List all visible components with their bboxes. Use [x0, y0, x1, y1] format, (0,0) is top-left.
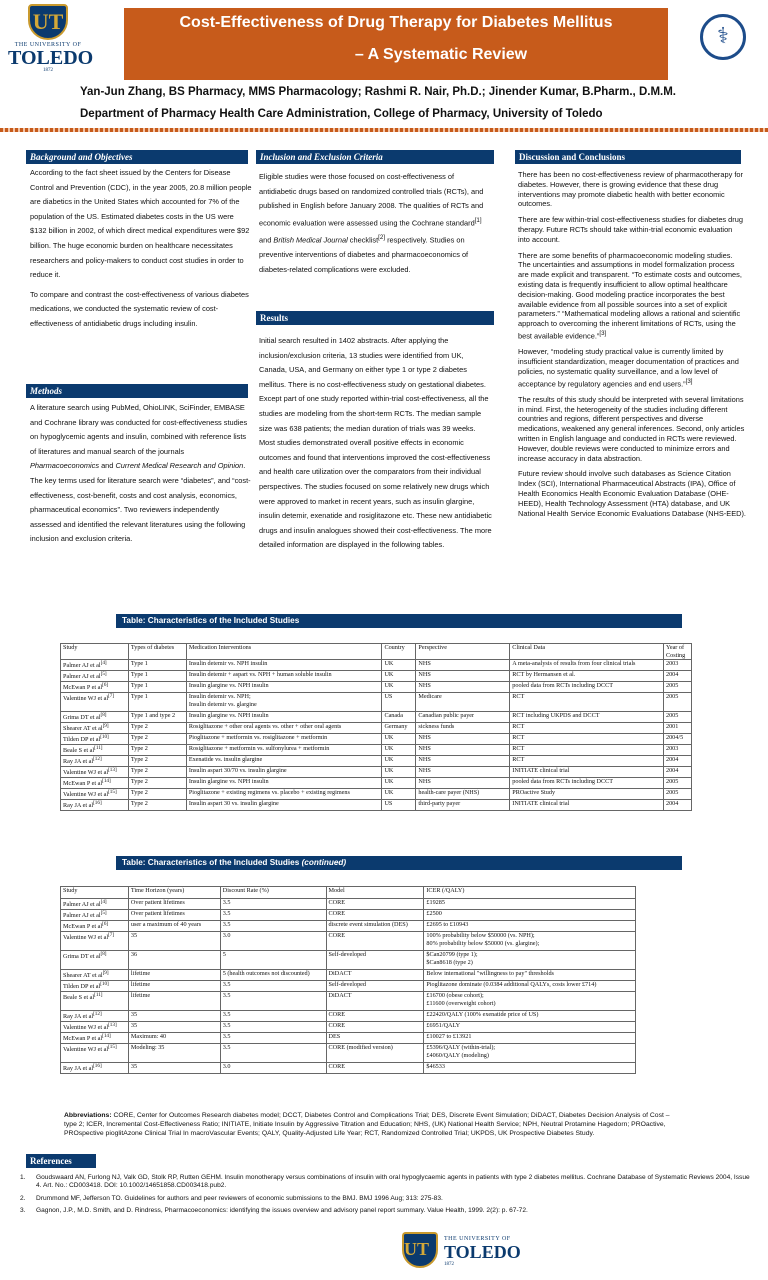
- background-paragraph-1: According to the fact sheet issued by the Centers for Disease Control and Prevention (CDC), in the year 2005, 20.8 million people are diabetics in the United States which accounted for 7% of the population of the US. Estimated diabetes costs in the US were $132 billion in 2002, of which direct medical expenditures were $92 billion. The huge economic burden on healthcare necessitates researchers and policy-makers to conduct cost studies in order to reduce it.: [30, 168, 252, 280]
- study-cell: McEwan P et al[6]: [61, 682, 129, 693]
- section-header-references: References: [26, 1154, 96, 1168]
- study-cell: Valentine WJ et al[15]: [61, 789, 129, 800]
- country-cell: UK: [382, 756, 416, 767]
- results-text: [259, 334, 493, 558]
- clinical-data-cell: pooled data from RCTs including DCCT: [510, 682, 664, 693]
- column-header: Study: [61, 644, 129, 660]
- country-cell: UK: [382, 734, 416, 745]
- discussion-paragraph-1: There has been no cost-effectiveness review of pharmacotherapy for diabetes. However, there is growing evidence that these drug interventions may promote diabetic health with better economic outcomes.: [518, 170, 743, 209]
- table-row: [61, 800, 692, 811]
- diabetes-type-cell: Type 1 and type 2: [128, 712, 186, 723]
- clinical-data-cell: INITIATE clinical trial: [510, 800, 664, 811]
- table-row: [61, 1022, 636, 1033]
- icer-cell: Below international "willingness to pay" thresholds: [424, 970, 636, 981]
- study-cell: Palmer AJ et al[4]: [61, 899, 129, 910]
- study-cell: Tilden DP et al[10]: [61, 981, 129, 992]
- clinical-data-cell: RCT: [510, 723, 664, 734]
- table-row: [61, 951, 636, 970]
- table-row: [61, 682, 692, 693]
- model-cell: CORE: [326, 932, 424, 951]
- perspective-cell: health-care payer (NHS): [416, 789, 510, 800]
- model-cell: CORE: [326, 910, 424, 921]
- study-cell: Ray JA et al[12]: [61, 1011, 129, 1022]
- diabetes-type-cell: Type 1: [128, 682, 186, 693]
- clinical-data-cell: RCT including UKPDS and DCCT: [510, 712, 664, 723]
- intervention-cell: Insulin detemir vs. NPH insulin: [186, 660, 382, 671]
- section-header-discussion: Discussion and Conclusions: [515, 150, 741, 164]
- intervention-cell: Rosiglitazone + metformin vs. sulfonylurea + metformin: [186, 745, 382, 756]
- column-header: Perspective: [416, 644, 510, 660]
- clinical-data-cell: RCT: [510, 693, 664, 712]
- discount-rate-cell: 3.0: [220, 1063, 326, 1074]
- model-cell: DiDACT: [326, 970, 424, 981]
- reference-item: 1. Goudswaard AN, Furlong NJ, Valk GD, Stolk RP, Rutten GEHM. Insulin monotherapy versus combinations of insulin with oral hypoglycaemic agents in patients with type 2 diabetes mellitus. Cochrane Database of Systematic Reviews 2004, Issue 4. Art. No.: CD003418. DOI: 10.1002/14651858.CD003418.pub2.: [20, 1174, 750, 1190]
- title-line2: – A Systematic Review: [354, 46, 528, 63]
- column-header: Study: [61, 887, 129, 899]
- time-horizon-cell: Modeling: 35: [128, 1044, 220, 1063]
- study-cell: Valentine WJ et al[7]: [61, 932, 129, 951]
- authors: Yan-Jun Zhang, BS Pharmacy, MMS Pharmacology; Rashmi R. Nair, Ph.D.; Jinender Kumar, B.Pharm., D.M.M.: [80, 86, 677, 98]
- study-cell: Palmer AJ et al[5]: [61, 671, 129, 682]
- header-divider: [0, 128, 768, 132]
- intervention-cell: Insulin detemir vs. NPH; Insulin detemir vs. glargine: [186, 693, 382, 712]
- perspective-cell: NHS: [416, 671, 510, 682]
- time-horizon-cell: Maximum: 40: [128, 1033, 220, 1044]
- country-cell: US: [382, 693, 416, 712]
- discussion-paragraph-6: Future review should involve such databases as Science Citation Index (SCI), International Pharmaceutical Abstracts (IPA), Office of Health Economics Health Economic Evaluation Database (OHE-HEED), Health Technology Assessment (HTA) database, and UK National Health Service Economic Evaluations Database (NHS-EED).: [518, 469, 746, 518]
- methods-paragraph: A literature search using PubMed, OhioLINK, SciFinder, EMBASE and Cochrane library was conducted for cost-effectiveness studies on hypoglycemic agents and insulin, combined with reference lists of literatures and manual search of the journals Pharmacoeconomics and Current Medical Research and Opinion. The key terms used for literature search were “diabetes”, and “cost-effectiveness, cost-benefit, costs and cost analysis, economics, pharmaceutical economics”. Two reviewers independently assessed and identified the relevant literatures using the following inclusion and exclusion criteria.: [30, 403, 251, 544]
- country-cell: UK: [382, 778, 416, 789]
- footer-logo-line2: TOLEDO: [444, 1241, 521, 1262]
- discount-rate-cell: 3.5: [220, 1044, 326, 1063]
- study-cell: Valentine WJ et al[7]: [61, 693, 129, 712]
- country-cell: US: [382, 800, 416, 811]
- clinical-data-cell: RCT: [510, 745, 664, 756]
- column-header: Model: [326, 887, 424, 899]
- references-list: [20, 1174, 750, 1220]
- logo-line2: TOLEDO: [8, 47, 94, 69]
- discussion-text: [518, 170, 746, 524]
- study-cell: McEwan P et al[14]: [61, 1033, 129, 1044]
- study-cell: Shearer AT et al[9]: [61, 970, 129, 981]
- year-cell: 2003: [663, 660, 691, 671]
- clinical-data-cell: PROactive Study: [510, 789, 664, 800]
- intervention-cell: Insulin aspart 30 vs. insulin glargine: [186, 800, 382, 811]
- icer-cell: Pioglitazone dominate (0.0384 additional QALYs, costs lower £714): [424, 981, 636, 992]
- table-row: [61, 712, 692, 723]
- table-row: [61, 932, 636, 951]
- country-cell: UK: [382, 789, 416, 800]
- year-cell: 2004: [663, 756, 691, 767]
- table-row: [61, 660, 692, 671]
- university-logo: [8, 4, 94, 82]
- discount-rate-cell: 3.5: [220, 981, 326, 992]
- icer-cell: $Can20799 (type 1); $Can8618 (type 2): [424, 951, 636, 970]
- intervention-cell: Insulin aspart 30/70 vs. insulin glargine: [186, 767, 382, 778]
- diabetes-type-cell: Type 2: [128, 767, 186, 778]
- icer-cell: £19285: [424, 899, 636, 910]
- intervention-cell: Insulin detemir + aspart vs. NPH + human soluble insulin: [186, 671, 382, 682]
- time-horizon-cell: 35: [128, 1022, 220, 1033]
- diabetes-type-cell: Type 2: [128, 734, 186, 745]
- reference-item: 3. Gagnon, J.P., M.D. Smith, and D. Rindress, Pharmacoeconomics: identifying the issues overview and advisory panel report summary. Value Health, 1999. 2(2): p. 67-72.: [20, 1207, 528, 1215]
- column-header: Country: [382, 644, 416, 660]
- year-cell: 2005: [663, 693, 691, 712]
- model-cell: CORE: [326, 899, 424, 910]
- icer-cell: £5396/QALY (within-trial); £4060/QALY (modeling): [424, 1044, 636, 1063]
- clinical-data-cell: pooled data from RCTs including DCCT: [510, 778, 664, 789]
- study-cell: Valentine WJ et al[13]: [61, 1022, 129, 1033]
- intervention-cell: Insulin glargine vs. NPH insulin: [186, 778, 382, 789]
- discount-rate-cell: 5: [220, 951, 326, 970]
- perspective-cell: sickness funds: [416, 723, 510, 734]
- model-cell: discrete event simulation (DES): [326, 921, 424, 932]
- study-cell: Palmer AJ et al[4]: [61, 660, 129, 671]
- table-row: [61, 734, 692, 745]
- table-row: [61, 899, 636, 910]
- perspective-cell: NHS: [416, 745, 510, 756]
- country-cell: Germany: [382, 723, 416, 734]
- year-cell: 2005: [663, 712, 691, 723]
- perspective-cell: NHS: [416, 682, 510, 693]
- column-header: Discount Rate (%): [220, 887, 326, 899]
- time-horizon-cell: Over patient lifetimes: [128, 910, 220, 921]
- icer-cell: £2500: [424, 910, 636, 921]
- year-cell: 2005: [663, 789, 691, 800]
- table-row: [61, 756, 692, 767]
- footer-logo-year: 1872: [444, 1261, 454, 1267]
- time-horizon-cell: lifetime: [128, 981, 220, 992]
- poster-title: [124, 8, 668, 80]
- time-horizon-cell: user a maximum of 40 years: [128, 921, 220, 932]
- study-cell: Palmer AJ et al[5]: [61, 910, 129, 921]
- study-cell: Grima DT et al[8]: [61, 712, 129, 723]
- table-row: [61, 1063, 636, 1074]
- discount-rate-cell: 3.5: [220, 992, 326, 1011]
- model-cell: DES: [326, 1033, 424, 1044]
- study-cell: Valentine WJ et al[15]: [61, 1044, 129, 1063]
- study-cell: Valentine WJ et al[13]: [61, 767, 129, 778]
- icer-cell: £10027 to £13921: [424, 1033, 636, 1044]
- discount-rate-cell: 3.5: [220, 1022, 326, 1033]
- shield-icon: UT: [402, 1232, 438, 1268]
- table-row: [61, 723, 692, 734]
- clinical-data-cell: INITIATE clinical trial: [510, 767, 664, 778]
- column-header: Types of diabetes: [128, 644, 186, 660]
- study-cell: Ray JA et al[16]: [61, 800, 129, 811]
- time-horizon-cell: 35: [128, 1063, 220, 1074]
- diabetes-type-cell: Type 2: [128, 723, 186, 734]
- study-cell: Ray JA et al[16]: [61, 1063, 129, 1074]
- table-row: [61, 1011, 636, 1022]
- study-cell: McEwan P et al[6]: [61, 921, 129, 932]
- time-horizon-cell: 35: [128, 932, 220, 951]
- perspective-cell: NHS: [416, 734, 510, 745]
- section-header-results: Results: [256, 311, 494, 325]
- table-row: [61, 693, 692, 712]
- model-cell: Self-developed: [326, 981, 424, 992]
- table-row: [61, 789, 692, 800]
- icer-cell: £6951/QALY: [424, 1022, 636, 1033]
- results-paragraph: Initial search resulted in 1402 abstracts. After applying the inclusion/exclusion criteria, 13 studies were identified from UK, Canada, USA, and Germany on either type 1 or type 2 diabetes mellitus. There is no cost-effectiveness study on gestational diabetes. Except part of one study reported within-trial cost-effectiveness, all the studies are modeling from the short-term RCTs. The median sample size was 638 patients; the median duration of trials was 39 weeks. Most studies demonstrated overall positive effects in economic outcomes and found that interventions improved the cost-effectiveness and health care utilization over the comparators from their individual perspectives. The studies focused on some relatively new drugs which were approved to market in recent years, such as insulin glargine, insulin detemir, exenatide and rosiglitazone etc. These new antidiabetic drugs and insulin analogues showed their cost-effectiveness. The more detailed information are displayed in the following tables.: [259, 336, 492, 550]
- table-row: [61, 1033, 636, 1044]
- table-row: [61, 910, 636, 921]
- intervention-cell: Insulin glargine vs. NPH insulin: [186, 712, 382, 723]
- perspective-cell: Medicare: [416, 693, 510, 712]
- country-cell: UK: [382, 745, 416, 756]
- country-cell: Canada: [382, 712, 416, 723]
- perspective-cell: NHS: [416, 756, 510, 767]
- year-cell: 2005: [663, 682, 691, 693]
- clinical-data-cell: A meta-analysis of results from four clinical trials: [510, 660, 664, 671]
- study-cell: McEwan P et al[14]: [61, 778, 129, 789]
- diabetes-type-cell: Type 2: [128, 745, 186, 756]
- inclusion-text: [259, 170, 493, 282]
- intervention-cell: Rosiglitazone + other oral agents vs. other + other oral agents: [186, 723, 382, 734]
- shield-icon: UT: [28, 4, 68, 40]
- country-cell: UK: [382, 660, 416, 671]
- study-cell: Tilden DP et al[10]: [61, 734, 129, 745]
- table1-title: Table: Characteristics of the Included Studies: [116, 614, 682, 628]
- background-paragraph-2: To compare and contrast the cost-effectiveness of various diabetes medications, we conducted the systematic review of cost-effectiveness of antidiabetic drugs including insulin.: [30, 289, 249, 328]
- discount-rate-cell: 3.5: [220, 1033, 326, 1044]
- time-horizon-cell: lifetime: [128, 992, 220, 1011]
- section-header-inclusion: Inclusion and Exclusion Criteria: [256, 150, 494, 164]
- column-header: Time Horizon (years): [128, 887, 220, 899]
- table-row: [61, 671, 692, 682]
- year-cell: 2005: [663, 778, 691, 789]
- model-cell: CORE (modified version): [326, 1044, 424, 1063]
- methods-text: [30, 401, 252, 552]
- icer-cell: £16700 (obese cohort); £11600 (overweight cohort): [424, 992, 636, 1011]
- pharmacy-seal-icon: ⚕: [700, 14, 746, 60]
- year-cell: 2004: [663, 671, 691, 682]
- logo-year: 1872: [43, 68, 53, 73]
- diabetes-type-cell: Type 1: [128, 660, 186, 671]
- footer-logo-line1: THE UNIVERSITY OF: [444, 1235, 511, 1242]
- model-cell: CORE: [326, 1011, 424, 1022]
- section-header-methods: Methods: [26, 384, 248, 398]
- icer-cell: 100% probability below $50000 (vs. NPH); 80% probability below $50000 (vs. glargine);: [424, 932, 636, 951]
- column-header: Clinical Data: [510, 644, 664, 660]
- clinical-data-cell: RCT by Hermansen et al.: [510, 671, 664, 682]
- study-cell: Ray JA et al[12]: [61, 756, 129, 767]
- model-cell: CORE: [326, 1022, 424, 1033]
- year-cell: 2004/5: [663, 734, 691, 745]
- column-header: Medication Interventions: [186, 644, 382, 660]
- footer-university-logo: [402, 1226, 522, 1274]
- characteristics-table: [60, 643, 692, 811]
- perspective-cell: NHS: [416, 767, 510, 778]
- study-cell: Shearer AT et al[9]: [61, 723, 129, 734]
- diabetes-type-cell: Type 2: [128, 756, 186, 767]
- table-row: [61, 970, 636, 981]
- study-cell: Beale S et al[11]: [61, 992, 129, 1011]
- inclusion-paragraph: Eligible studies were those focused on cost-effectiveness of antidiabetic drugs based on randomized controlled trials (RCTs), and published in English before January 2008. The qualities of RCTs and economic evaluation were assessed using the Cochrane standard[1] and British Medical Journal checklist[2] respectively. Studies on preventive interventions of diabetes and pharmacoeconomics of diabetes-related complications were excluded.: [259, 172, 484, 274]
- time-horizon-cell: lifetime: [128, 970, 220, 981]
- model-cell: DiDACT: [326, 992, 424, 1011]
- clinical-data-cell: RCT: [510, 756, 664, 767]
- diabetes-type-cell: Type 2: [128, 800, 186, 811]
- discussion-paragraph-5: The results of this study should be interpreted with several limitations in mind. First, the heterogeneity of the studies including different countries and regions, different perspectives and diverse medications, weakened any general inferences. Second, only articles written in English language and conducted in RCTs were reviewed. However, double reviews were conducted to minimize errors and increase accuracy in data abstraction.: [518, 394, 745, 463]
- perspective-cell: Canadian public payer: [416, 712, 510, 723]
- country-cell: UK: [382, 767, 416, 778]
- table-row: [61, 745, 692, 756]
- discussion-paragraph-3: There are some benefits of pharmacoeconomic modeling studies. The uncertainties and assumptions in model formalization process are made explicit and transparent. “To estimate costs and outcomes, existing data is frequently insufficient to allow optimal healthcare decision-making. Good modeling practice incorporates the best available evidence from all possible sources into a set of explicit parameters.” “Mathematical modeling allows a rational and scientific approach to overcoming the inherent limitations of RCTs, using the best available evidence.”[3]: [518, 250, 742, 341]
- model-cell: Self-developed: [326, 951, 424, 970]
- table-row: [61, 1044, 636, 1063]
- intervention-cell: Pioglitazone + metformin vs. rosiglitazone + metformin: [186, 734, 382, 745]
- table2-title: Table: Characteristics of the Included Studies (continued): [116, 856, 682, 870]
- discount-rate-cell: 3.5: [220, 899, 326, 910]
- department: Department of Pharmacy Health Care Administration, College of Pharmacy, University of Toledo: [80, 108, 603, 120]
- perspective-cell: NHS: [416, 778, 510, 789]
- discount-rate-cell: 3.5: [220, 1011, 326, 1022]
- time-horizon-cell: 35: [128, 1011, 220, 1022]
- diabetes-type-cell: Type 2: [128, 778, 186, 789]
- icer-cell: $46533: [424, 1063, 636, 1074]
- year-cell: 2003: [663, 745, 691, 756]
- table-row: [61, 778, 692, 789]
- characteristics-table-continued: [60, 886, 636, 1074]
- year-cell: 2004: [663, 800, 691, 811]
- title-line1: Cost-Effectiveness of Drug Therapy for Diabetes Mellitus: [179, 14, 613, 31]
- icer-cell: £22420/QALY (100% exenatide price of US): [424, 1011, 636, 1022]
- intervention-cell: Insulin glargine vs. NPH insulin: [186, 682, 382, 693]
- table-header-row: [61, 887, 636, 899]
- reference-item: 2. Drummond MF, Jefferson TO. Guidelines for authors and peer reviewers of economic submissions to the BMJ. BMJ 1996 Aug; 313: 275-83.: [20, 1194, 443, 1202]
- table-row: [61, 992, 636, 1011]
- table-row: [61, 921, 636, 932]
- discount-rate-cell: 3.0: [220, 932, 326, 951]
- perspective-cell: NHS: [416, 660, 510, 671]
- study-cell: Beale S et al[11]: [61, 745, 129, 756]
- country-cell: UK: [382, 682, 416, 693]
- diabetes-type-cell: Type 1: [128, 671, 186, 682]
- background-text: [30, 166, 252, 337]
- time-horizon-cell: 36: [128, 951, 220, 970]
- abbreviations: Abbreviations: CORE, Center for Outcomes Research diabetes model; DCCT, Diabetes Control and Complications Trial; DES, Discrete Event Simulation; DiDACT, Diabetes Decision Analysis of Cost – type 2; ICER, Incremental Cost-Effectiveness Ratio; INITIATE, Initiate Insulin by Aggressive Titration and Education; NHS, (UK) National Health Service; NPH, Neutral Protamine Hagedorn; PROactive, PROspective pioglitAzone Clinical Trial In macroVascular Events; QALY, Quality-Adjusted Life Year; RCT, Randomized Controlled Trial; UKPDS, UK Prospective Diabetes Study.: [64, 1112, 670, 1137]
- time-horizon-cell: Over patient lifetimes: [128, 899, 220, 910]
- year-cell: 2001: [663, 723, 691, 734]
- country-cell: UK: [382, 671, 416, 682]
- diabetes-type-cell: Type 2: [128, 789, 186, 800]
- section-header-background: Background and Objectives: [26, 150, 248, 164]
- table-row: [61, 981, 636, 992]
- discussion-paragraph-4: However, “modeling study practical value is currently limited by insufficient standardization, meager documentation of practices and policies, no systematic quality surveillance, and a low level of acceptance by regulatory agencies and end users.”[3]: [518, 347, 739, 389]
- model-cell: CORE: [326, 1063, 424, 1074]
- study-cell: Grima DT et al[8]: [61, 951, 129, 970]
- column-header: ICER (/QALY): [424, 887, 636, 899]
- discount-rate-cell: 3.5: [220, 910, 326, 921]
- table-header-row: [61, 644, 692, 660]
- logo-line1: THE UNIVERSITY OF: [14, 42, 82, 48]
- intervention-cell: Pioglitazone + existing regimens vs. placebo + existing regimens: [186, 789, 382, 800]
- year-cell: 2004: [663, 767, 691, 778]
- discount-rate-cell: 5 (health outcomes not discounted): [220, 970, 326, 981]
- intervention-cell: Exenatide vs. insulin glargine: [186, 756, 382, 767]
- perspective-cell: third-party payer: [416, 800, 510, 811]
- discount-rate-cell: 3.5: [220, 921, 326, 932]
- icer-cell: £2695 to £10943: [424, 921, 636, 932]
- clinical-data-cell: RCT: [510, 734, 664, 745]
- table-row: [61, 767, 692, 778]
- diabetes-type-cell: Type 1: [128, 693, 186, 712]
- column-header: Year of Costing: [663, 644, 691, 660]
- discussion-paragraph-2: There are few within-trial cost-effectiveness studies for diabetes drug therapy. Future RCTs should take within-trial economic evaluation into account.: [518, 215, 743, 244]
